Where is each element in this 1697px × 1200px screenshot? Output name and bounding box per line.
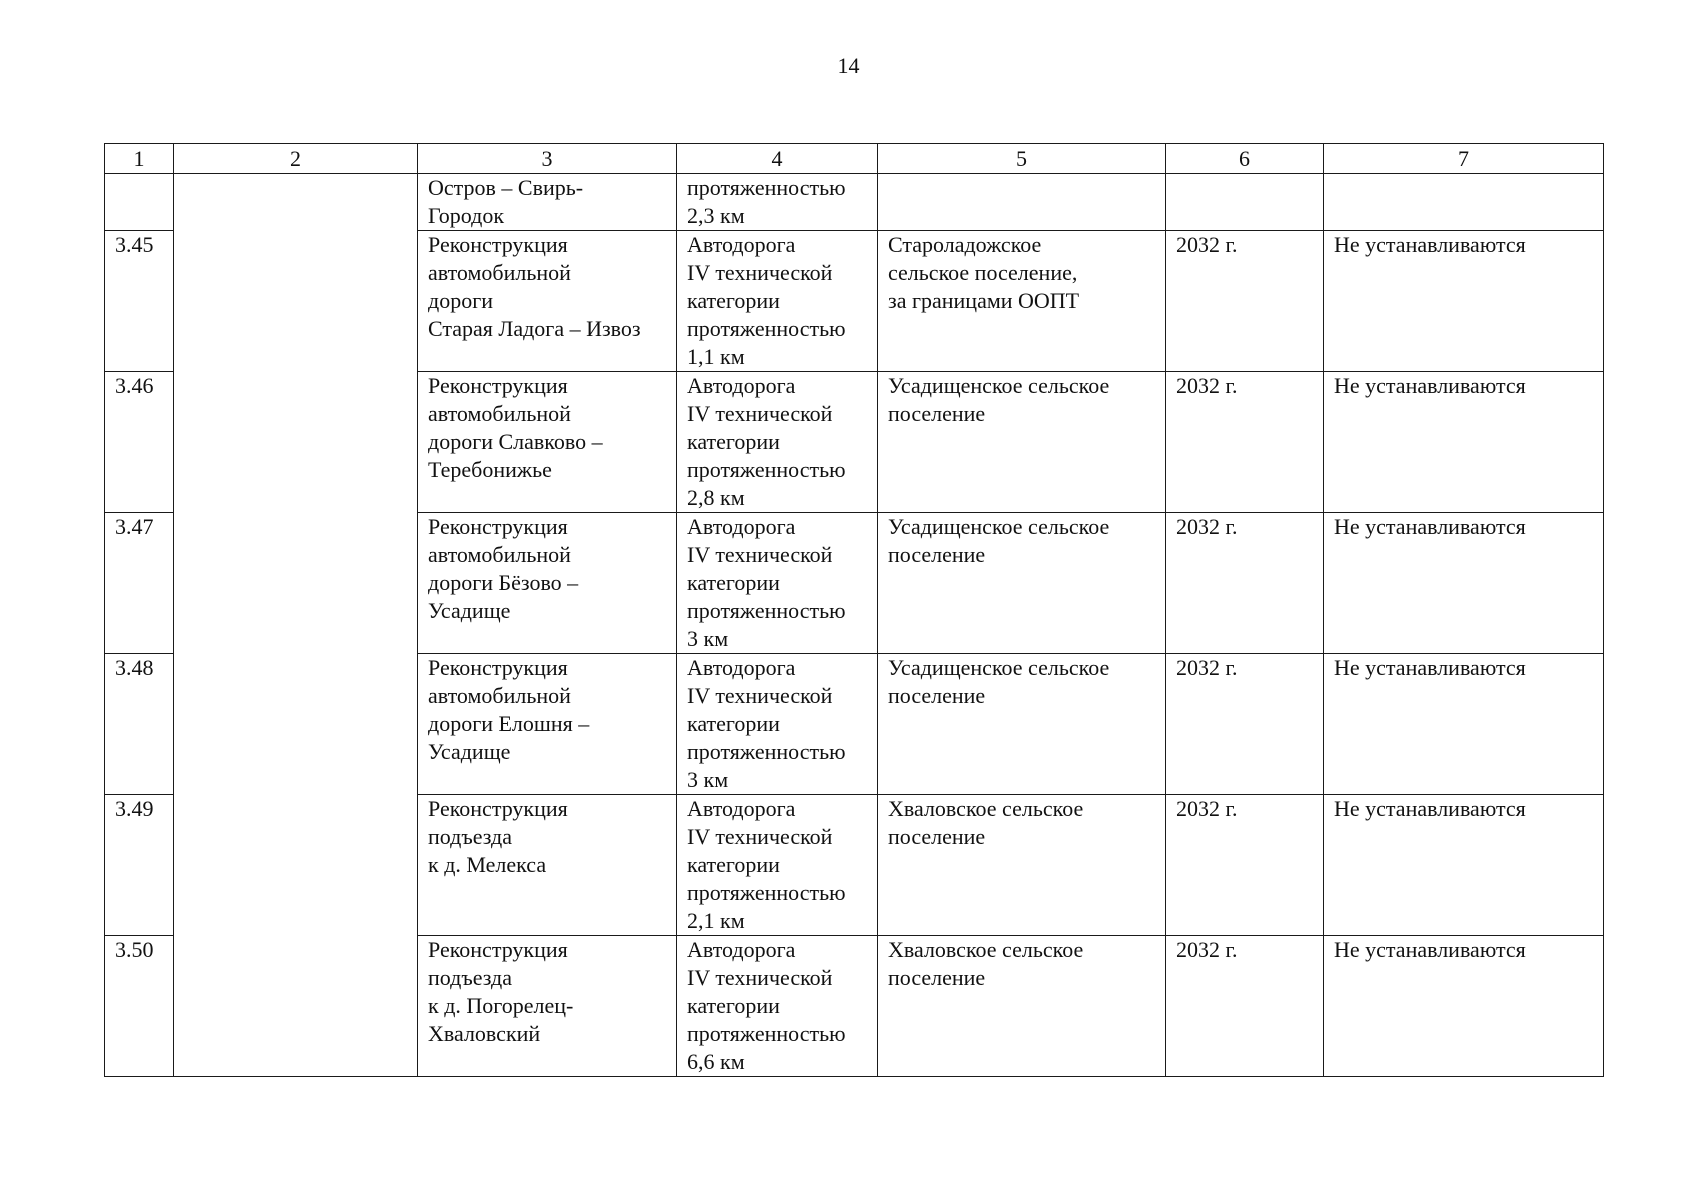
year-cell: 2032 г. [1166,654,1324,795]
row-number-cell: 3.45 [105,231,174,372]
location-cell: Усадищенское сельское поселение [878,372,1166,513]
characteristics-cell: Автодорога IV технической категории протяженностью 1,1 км [677,231,878,372]
year-cell: 2032 г. [1166,936,1324,1077]
column-header-7: 7 [1324,144,1604,174]
zones-cell [1324,174,1604,231]
characteristics-cell: Автодорога IV технической категории протяженностью 3 км [677,513,878,654]
zones-cell: Не устанавливаются [1324,795,1604,936]
column-header-5: 5 [878,144,1166,174]
year-cell: 2032 г. [1166,513,1324,654]
zones-cell: Не устанавливаются [1324,654,1604,795]
characteristics-cell: протяженностью 2,3 км [677,174,878,231]
characteristics-cell: Автодорога IV технической категории протяженностью 2,8 км [677,372,878,513]
zones-cell: Не устанавливаются [1324,513,1604,654]
object-name-cell: Реконструкция подъезда к д. Мелекса [418,795,677,936]
zones-cell: Не устанавливаются [1324,231,1604,372]
object-name-cell: Реконструкция автомобильной дороги Елошня – Усадище [418,654,677,795]
location-cell: Хваловское сельское поселение [878,795,1166,936]
zones-cell: Не устанавливаются [1324,372,1604,513]
column-header-3: 3 [418,144,677,174]
object-name-cell: Остров – Свирь- Городок [418,174,677,231]
table-row-continuation [105,174,1604,231]
row-number-cell: 3.50 [105,936,174,1077]
page-number: 14 [837,53,860,78]
object-name-cell: Реконструкция автомобильной дороги Славково – Теребонижье [418,372,677,513]
row-number-cell: 3.49 [105,795,174,936]
zones-cell: Не устанавливаются [1324,936,1604,1077]
merged-column-2-cell [174,174,418,1077]
characteristics-cell: Автодорога IV технической категории протяженностью 3 км [677,654,878,795]
column-header-1: 1 [105,144,174,174]
location-cell: Староладожское сельское поселение, за границами ООПТ [878,231,1166,372]
year-cell: 2032 г. [1166,372,1324,513]
characteristics-cell: Автодорога IV технической категории протяженностью 2,1 км [677,795,878,936]
location-cell [878,174,1166,231]
column-header-4: 4 [677,144,878,174]
object-name-cell: Реконструкция автомобильной дороги Старая Ладога – Извоз [418,231,677,372]
year-cell: 2032 г. [1166,795,1324,936]
characteristics-cell: Автодорога IV технической категории протяженностью 6,6 км [677,936,878,1077]
row-number-cell: 3.46 [105,372,174,513]
column-header-2: 2 [174,144,418,174]
location-cell: Усадищенское сельское поселение [878,654,1166,795]
column-header-6: 6 [1166,144,1324,174]
row-number-cell: 3.47 [105,513,174,654]
year-cell [1166,174,1324,231]
row-number-cell: 3.48 [105,654,174,795]
object-name-cell: Реконструкция автомобильной дороги Бёзово – Усадище [418,513,677,654]
table-header-row [105,144,1604,174]
object-name-cell: Реконструкция подъезда к д. Погорелец- Хваловский [418,936,677,1077]
location-cell: Усадищенское сельское поселение [878,513,1166,654]
document-table [104,143,1604,1077]
location-cell: Хваловское сельское поселение [878,936,1166,1077]
year-cell: 2032 г. [1166,231,1324,372]
row-number-cell [105,174,174,231]
